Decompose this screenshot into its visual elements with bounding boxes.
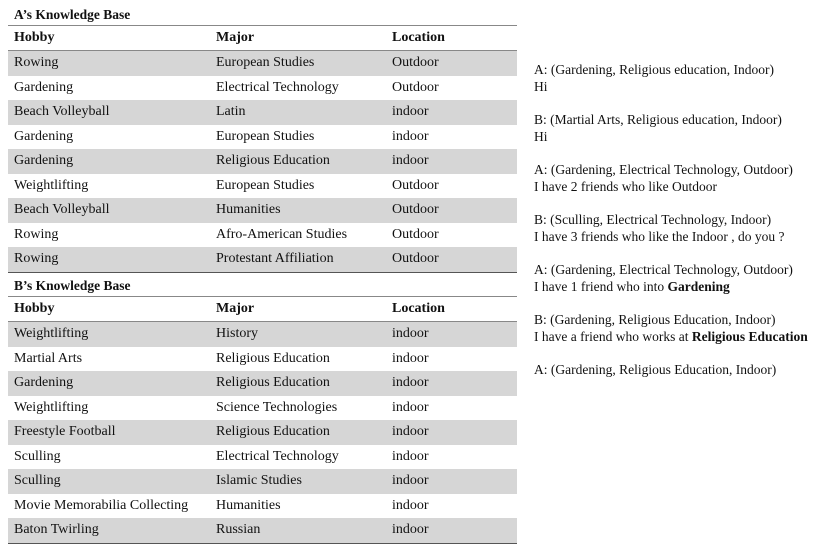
table-row [8,125,517,150]
turn-state: A: (Gardening, Religious Education, Indoor) [534,362,777,377]
major-cell: European Studies [216,55,315,71]
table-row [8,469,517,494]
hobby-cell: Weightlifting [14,177,89,193]
major-cell: Religious Education [216,153,330,169]
kb-b-header-row [8,297,517,322]
utterance-highlight: Gardening [667,279,730,294]
hobby-cell: Rowing [14,226,59,242]
hobby-cell: Rowing [14,55,59,71]
table-row [8,247,517,272]
kb-b-title: B’s Knowledge Base [8,275,517,297]
kb-b-header-hobby: Hobby [14,301,55,316]
location-cell: indoor [392,448,429,464]
turn-state: B: (Sculling, Electrical Technology, Indoor) [534,212,772,227]
location-cell: Outdoor [392,177,439,193]
utterance-text: I have a friend who works at [534,329,692,344]
table-row [8,518,517,543]
kb-a-header-hobby: Hobby [14,30,55,45]
major-cell: Latin [216,104,246,120]
hobby-cell: Rowing [14,251,59,267]
turn-utterance [534,78,830,95]
dialogue-turn [534,61,830,95]
dialogue-turn [534,261,830,295]
major-cell: Humanities [216,202,281,218]
hobby-cell: Gardening [14,375,74,391]
hobby-cell: Gardening [14,128,74,144]
turn-utterance [534,278,830,295]
utterance-text: Hi [534,129,548,144]
major-cell: Religious Education [216,424,330,440]
hobby-cell: Martial Arts [14,350,83,366]
dialogue-turn [534,211,830,245]
turn-state: B: (Martial Arts, Religious education, Indoor) [534,112,782,127]
utterance-text: I have 3 friends who like the Indoor , do you ? [534,229,785,244]
turn-utterance [534,328,830,345]
hobby-cell: Baton Twirling [14,522,99,538]
table-row [8,445,517,470]
kb-b-table [8,275,517,544]
table-row [8,149,517,174]
hobby-cell: Beach Volleyball [14,202,110,218]
turn-state: A: (Gardening, Religious education, Indoor) [534,62,774,77]
dialogue-turn [534,111,830,145]
table-row [8,347,517,372]
location-cell: indoor [392,473,429,489]
hobby-cell: Sculling [14,448,61,464]
dialogue-transcript [534,61,830,394]
turn-utterance [534,128,830,145]
major-cell: Protestant Affiliation [216,251,334,267]
major-cell: Russian [216,522,261,538]
table-row [8,371,517,396]
location-cell: Outdoor [392,79,439,95]
hobby-cell: Gardening [14,153,74,169]
hobby-cell: Sculling [14,473,61,489]
major-cell: Electrical Technology [216,448,339,464]
kb-b-header-major: Major [216,301,255,316]
table-row [8,198,517,223]
kb-a-header-location: Location [392,30,445,45]
major-cell: History [216,326,258,342]
location-cell: indoor [392,350,429,366]
location-cell: indoor [392,104,429,120]
hobby-cell: Beach Volleyball [14,104,110,120]
location-cell: indoor [392,128,429,144]
hobby-cell: Gardening [14,79,74,95]
table-row [8,396,517,421]
major-cell: European Studies [216,177,315,193]
location-cell: indoor [392,424,429,440]
location-cell: indoor [392,399,429,415]
table-row [8,174,517,199]
kb-a-header-row [8,26,517,51]
dialogue-turn [534,311,830,345]
kb-a-title: A’s Knowledge Base [8,4,517,26]
major-cell: Humanities [216,497,281,513]
major-cell: Religious Education [216,350,330,366]
kb-a-rows [8,51,517,273]
table-row [8,100,517,125]
location-cell: indoor [392,375,429,391]
location-cell: Outdoor [392,226,439,242]
kb-a-header-major: Major [216,30,255,45]
major-cell: Science Technologies [216,399,338,415]
utterance-highlight: Religious Education [691,329,808,344]
hobby-cell: Weightlifting [14,399,89,415]
dialogue-turn [534,361,830,378]
location-cell: Outdoor [392,55,439,71]
table-row [8,322,517,347]
hobby-cell: Freestyle Football [14,424,116,440]
major-cell: Islamic Studies [216,473,302,489]
kb-a-table [8,4,517,273]
table-row [8,420,517,445]
turn-state: A: (Gardening, Electrical Technology, Outdoor) [534,162,793,177]
table-row [8,494,517,519]
turn-state: A: (Gardening, Electrical Technology, Outdoor) [534,262,793,277]
major-cell: Electrical Technology [216,79,339,95]
table-row [8,76,517,101]
utterance-text: I have 1 friend who into [534,279,668,294]
major-cell: Religious Education [216,375,330,391]
location-cell: Outdoor [392,202,439,218]
turn-utterance [534,178,830,195]
table-row [8,51,517,76]
kb-b-rows [8,322,517,544]
location-cell: indoor [392,522,429,538]
dialogue-turn [534,161,830,195]
table-row [8,223,517,248]
hobby-cell: Weightlifting [14,326,89,342]
kb-b-header-location: Location [392,301,445,316]
location-cell: indoor [392,153,429,169]
major-cell: European Studies [216,128,315,144]
location-cell: Outdoor [392,251,439,267]
location-cell: indoor [392,497,429,513]
turn-utterance [534,228,830,245]
major-cell: Afro-American Studies [216,226,348,242]
hobby-cell: Movie Memorabilia Collecting [14,497,189,513]
utterance-text: I have 2 friends who like Outdoor [534,179,717,194]
utterance-text: Hi [534,79,548,94]
turn-state: B: (Gardening, Religious Education, Indoor) [534,312,776,327]
location-cell: indoor [392,326,429,342]
